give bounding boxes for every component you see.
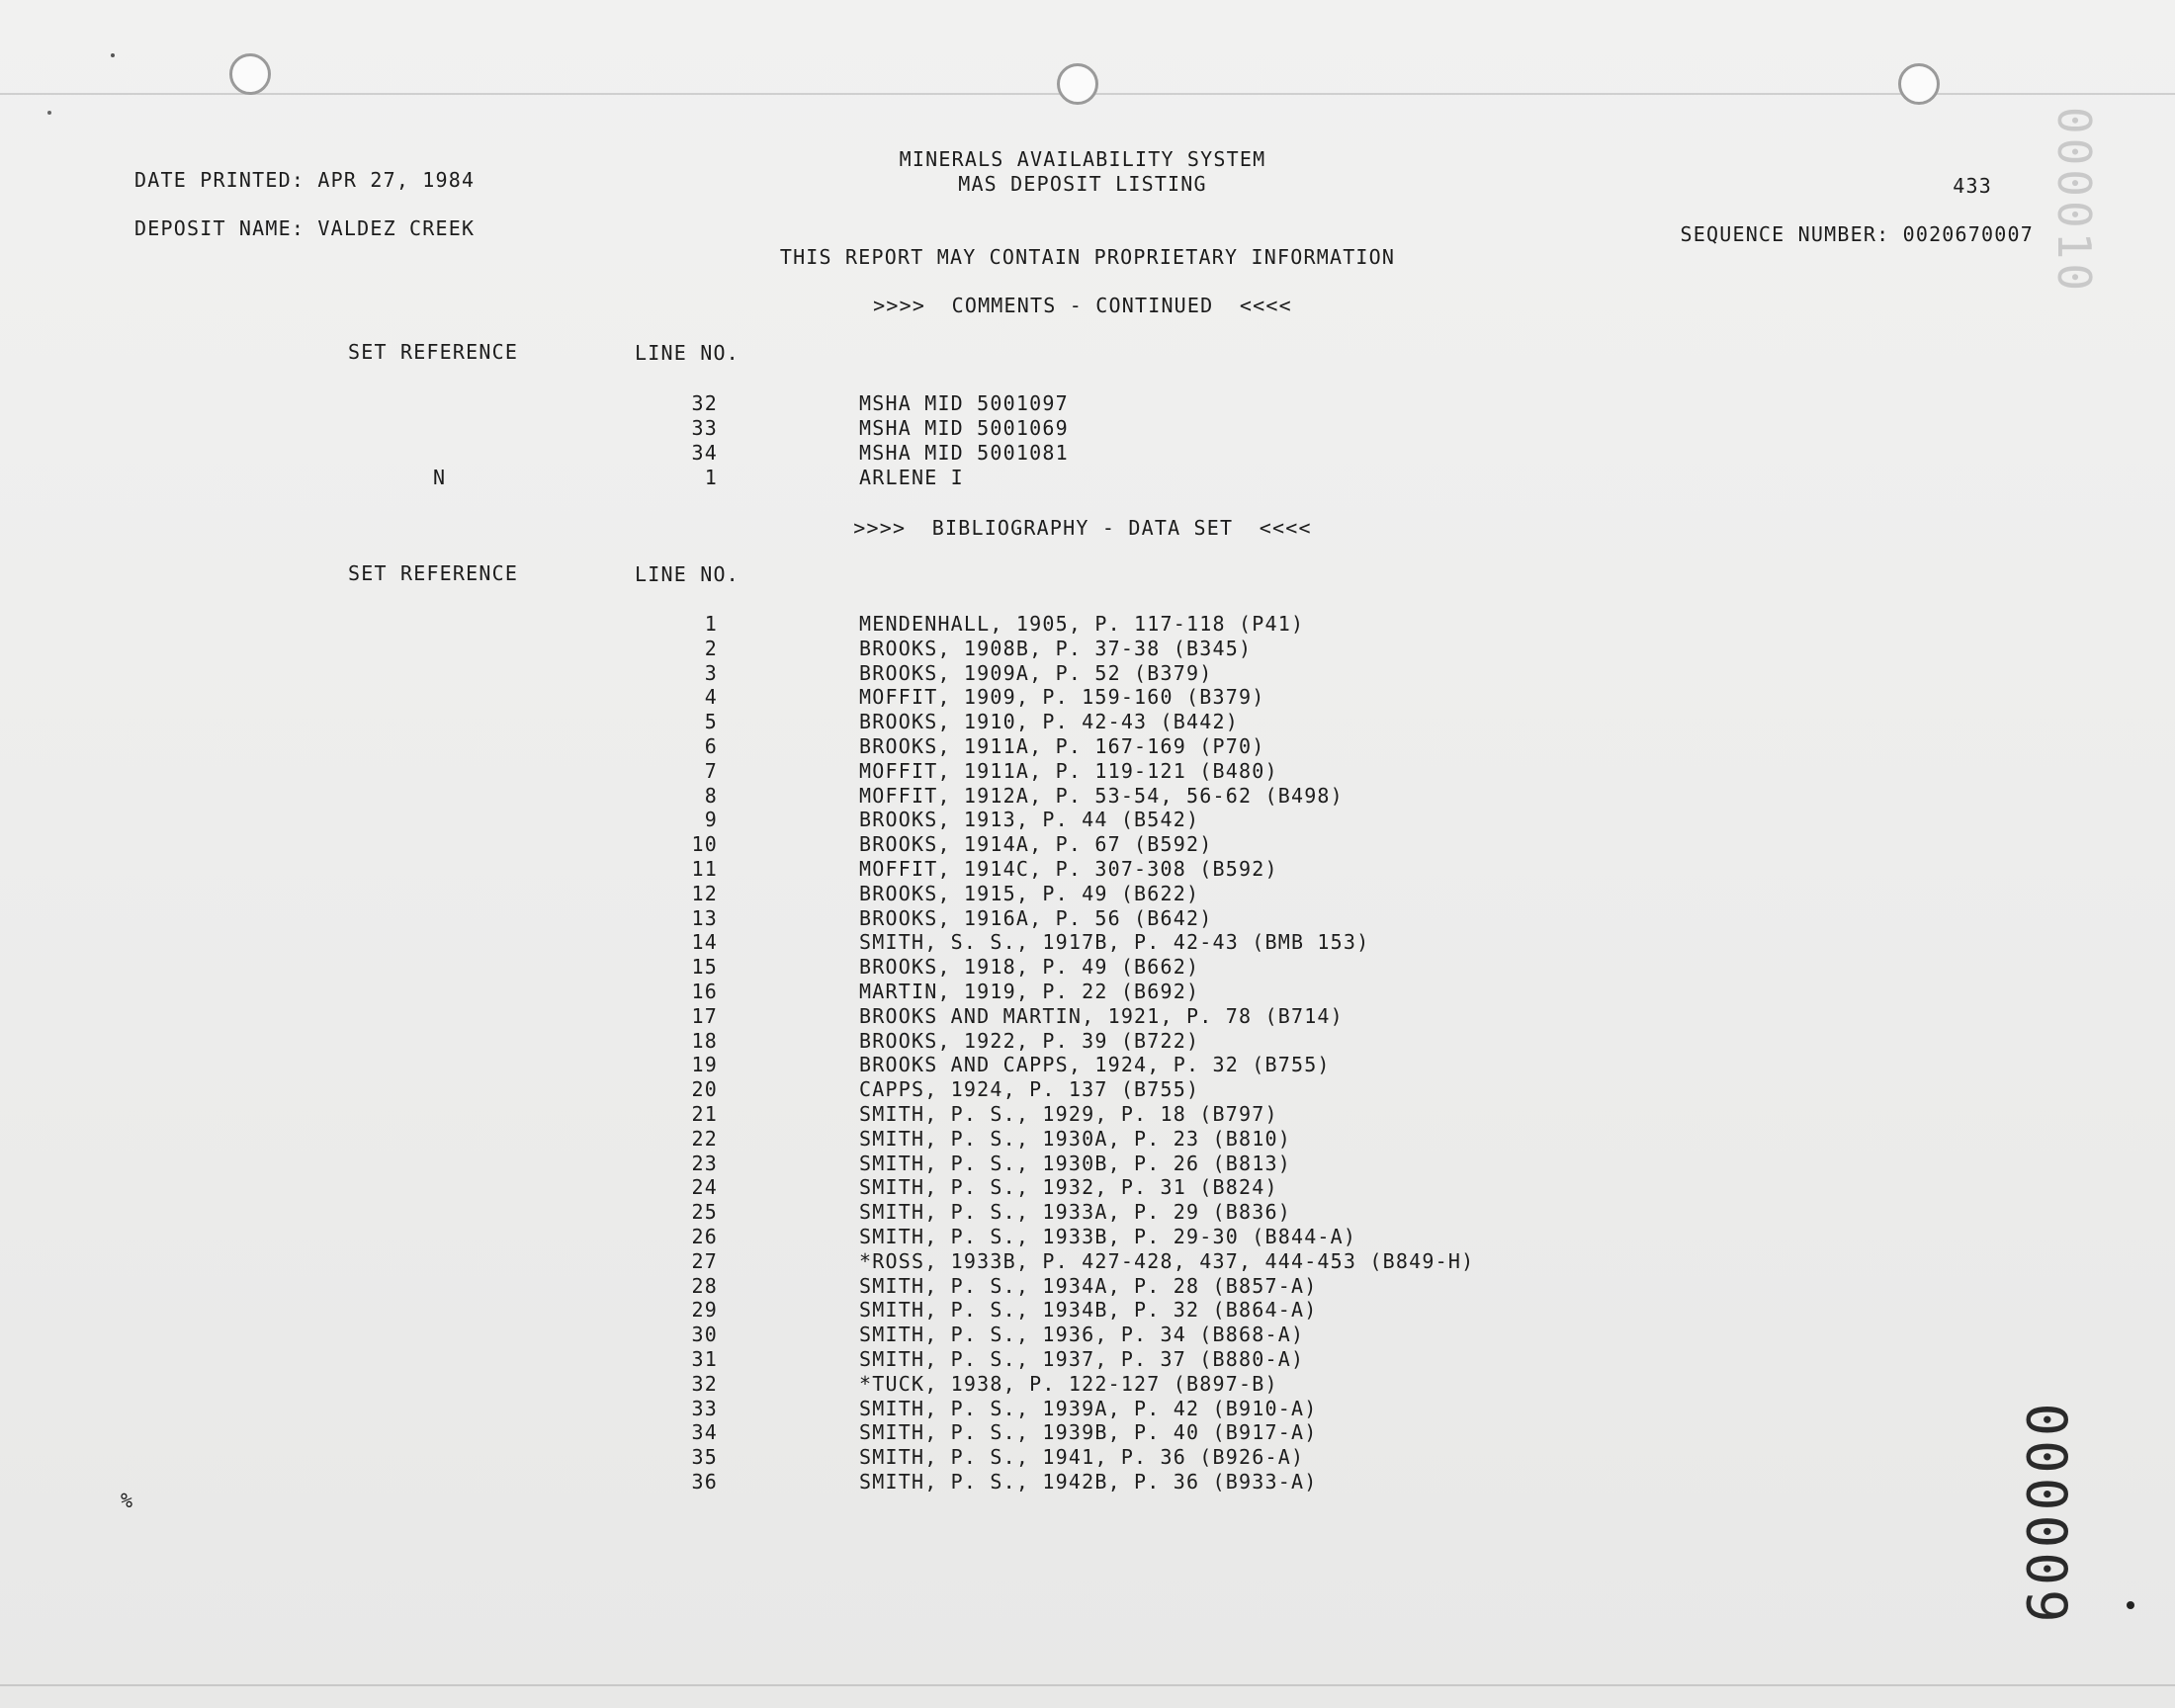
entry-text: CAPPS, 1924, P. 137 (B755) <box>859 1077 1200 1102</box>
line-number: 4 <box>704 685 718 710</box>
line-number: 7 <box>704 758 718 783</box>
entry-text: BROOKS AND CAPPS, 1924, P. 32 (B755) <box>859 1053 1331 1077</box>
ink-dot <box>2127 1601 2134 1609</box>
line-number: 10 <box>691 832 718 857</box>
line-number: 33 <box>691 1396 718 1420</box>
percent-mark: % <box>121 1489 134 1512</box>
entry-text: MSHA MID 5001097 <box>859 391 1069 415</box>
entry-text: ARLENE I <box>859 466 964 489</box>
line-number: 15 <box>691 955 718 980</box>
line-number: 17 <box>691 1003 718 1028</box>
line-number: 12 <box>691 881 718 905</box>
line-number: 3 <box>704 660 718 685</box>
line-number: 23 <box>691 1151 718 1175</box>
punch-hole-center <box>1057 63 1098 105</box>
entry-text: MSHA MID 5001069 <box>859 416 1069 440</box>
line-number: 13 <box>691 905 718 930</box>
line-number: 32 <box>691 391 718 415</box>
entry-text: BROOKS, 1910, P. 42-43 (B442) <box>859 710 1239 734</box>
entry-text: SMITH, P. S., 1934B, P. 32 (B864-A) <box>859 1298 1318 1323</box>
listing-title: MAS DEPOSIT LISTING <box>958 172 1207 196</box>
frame-number-stamp: 000009 <box>2013 1403 2078 1627</box>
punch-hole-left <box>229 53 271 95</box>
date-printed: DATE PRINTED: APR 27, 1984 <box>134 168 476 192</box>
entry-text: BROOKS, 1908B, P. 37-38 (B345) <box>859 636 1253 660</box>
line-number: 5 <box>704 710 718 734</box>
entry-text: BROOKS, 1915, P. 49 (B622) <box>859 881 1200 905</box>
entry-text: BROOKS, 1909A, P. 52 (B379) <box>859 660 1213 685</box>
line-number: 34 <box>691 441 718 465</box>
entry-text: BROOKS, 1914A, P. 67 (B592) <box>859 832 1213 857</box>
comments-heading: >>>> COMMENTS - CONTINUED <<<< <box>873 294 1292 317</box>
comments-col-set-reference: SET REFERENCE <box>348 340 519 364</box>
entry-text: SMITH, P. S., 1939A, P. 42 (B910-A) <box>859 1396 1318 1420</box>
entry-text: SMITH, P. S., 1930B, P. 26 (B813) <box>859 1151 1291 1175</box>
line-number: 11 <box>691 857 718 881</box>
entry-text: SMITH, P. S., 1933A, P. 29 (B836) <box>859 1200 1291 1225</box>
entry-text: MOFFIT, 1912A, P. 53-54, 56-62 (B498) <box>859 783 1344 808</box>
bibliography-col-set-reference: SET REFERENCE <box>348 561 519 585</box>
line-number: 25 <box>691 1200 718 1225</box>
bibliography-heading: >>>> BIBLIOGRAPHY - DATA SET <<<< <box>853 516 1312 540</box>
line-number: 29 <box>691 1298 718 1323</box>
entry-text: SMITH, P. S., 1936, P. 34 (B868-A) <box>859 1323 1305 1347</box>
frame-number-stamp-faint: 000010 <box>2047 106 2101 296</box>
punch-hole-right <box>1898 63 1940 105</box>
line-number: 32 <box>691 1371 718 1396</box>
sequence-number: SEQUENCE NUMBER: 0020670007 <box>1680 222 2034 246</box>
line-number: 2 <box>704 636 718 660</box>
entry-text: SMITH, P. S., 1939B, P. 40 (B917-A) <box>859 1420 1318 1445</box>
entry-text: BROOKS, 1922, P. 39 (B722) <box>859 1028 1200 1053</box>
line-number: 26 <box>691 1225 718 1248</box>
line-number: 36 <box>691 1470 718 1494</box>
line-number: 6 <box>704 734 718 758</box>
entry-text: SMITH, P. S., 1937, P. 37 (B880-A) <box>859 1347 1305 1371</box>
entry-text: SMITH, P. S., 1933B, P. 29-30 (B844-A) <box>859 1225 1357 1248</box>
entry-text: *TUCK, 1938, P. 122-127 (B897-B) <box>859 1371 1278 1396</box>
set-reference-value: N <box>433 466 447 489</box>
entry-text: SMITH, P. S., 1942B, P. 36 (B933-A) <box>859 1470 1318 1494</box>
line-number: 18 <box>691 1028 718 1053</box>
entry-text: SMITH, S. S., 1917B, P. 42-43 (BMB 153) <box>859 930 1370 955</box>
entry-text: MOFFIT, 1909, P. 159-160 (B379) <box>859 685 1265 710</box>
line-number: 20 <box>691 1077 718 1102</box>
entry-text: BROOKS AND MARTIN, 1921, P. 78 (B714) <box>859 1003 1344 1028</box>
entry-text: BROOKS, 1916A, P. 56 (B642) <box>859 905 1213 930</box>
line-number: 22 <box>691 1126 718 1151</box>
line-number: 14 <box>691 930 718 955</box>
page-bottom-edge <box>0 1684 2175 1686</box>
comments-col-line-no: LINE NO. <box>635 341 740 365</box>
entry-text: SMITH, P. S., 1930A, P. 23 (B810) <box>859 1126 1291 1151</box>
line-number: 34 <box>691 1420 718 1445</box>
line-number: 21 <box>691 1102 718 1126</box>
entry-text: *ROSS, 1933B, P. 427-428, 437, 444-453 (B849-H) <box>859 1248 1475 1273</box>
entry-text: SMITH, P. S., 1934A, P. 28 (B857-A) <box>859 1273 1318 1298</box>
proprietary-notice: THIS REPORT MAY CONTAIN PROPRIETARY INFORMATION <box>779 245 1396 269</box>
entry-text: SMITH, P. S., 1941, P. 36 (B926-A) <box>859 1445 1305 1470</box>
entry-text: BROOKS, 1913, P. 44 (B542) <box>859 808 1200 832</box>
entry-text: MSHA MID 5001081 <box>859 441 1069 465</box>
entry-text: SMITH, P. S., 1932, P. 31 (B824) <box>859 1175 1278 1200</box>
line-number: 1 <box>704 612 718 636</box>
page-number: 433 <box>1953 174 1992 198</box>
entry-text: SMITH, P. S., 1929, P. 18 (B797) <box>859 1102 1278 1126</box>
line-number: 27 <box>691 1248 718 1273</box>
line-number: 30 <box>691 1323 718 1347</box>
entry-text: MOFFIT, 1914C, P. 307-308 (B592) <box>859 857 1278 881</box>
line-number: 31 <box>691 1347 718 1371</box>
deposit-name: DEPOSIT NAME: VALDEZ CREEK <box>134 216 476 240</box>
system-title: MINERALS AVAILABILITY SYSTEM <box>899 147 1266 171</box>
entry-text: MENDENHALL, 1905, P. 117-118 (P41) <box>859 612 1305 636</box>
line-number: 35 <box>691 1445 718 1470</box>
line-number: 19 <box>691 1053 718 1077</box>
line-number: 28 <box>691 1273 718 1298</box>
entry-text: BROOKS, 1918, P. 49 (B662) <box>859 955 1200 980</box>
line-number: 8 <box>704 783 718 808</box>
line-number: 16 <box>691 980 718 1003</box>
entry-text: BROOKS, 1911A, P. 167-169 (P70) <box>859 734 1265 758</box>
line-number: 1 <box>704 466 718 489</box>
line-number: 24 <box>691 1175 718 1200</box>
line-number: 9 <box>704 808 718 832</box>
line-number: 33 <box>691 416 718 440</box>
entry-text: MARTIN, 1919, P. 22 (B692) <box>859 980 1200 1003</box>
entry-text: MOFFIT, 1911A, P. 119-121 (B480) <box>859 758 1278 783</box>
speck <box>111 53 115 57</box>
speck <box>47 111 51 115</box>
bibliography-col-line-no: LINE NO. <box>635 562 740 586</box>
